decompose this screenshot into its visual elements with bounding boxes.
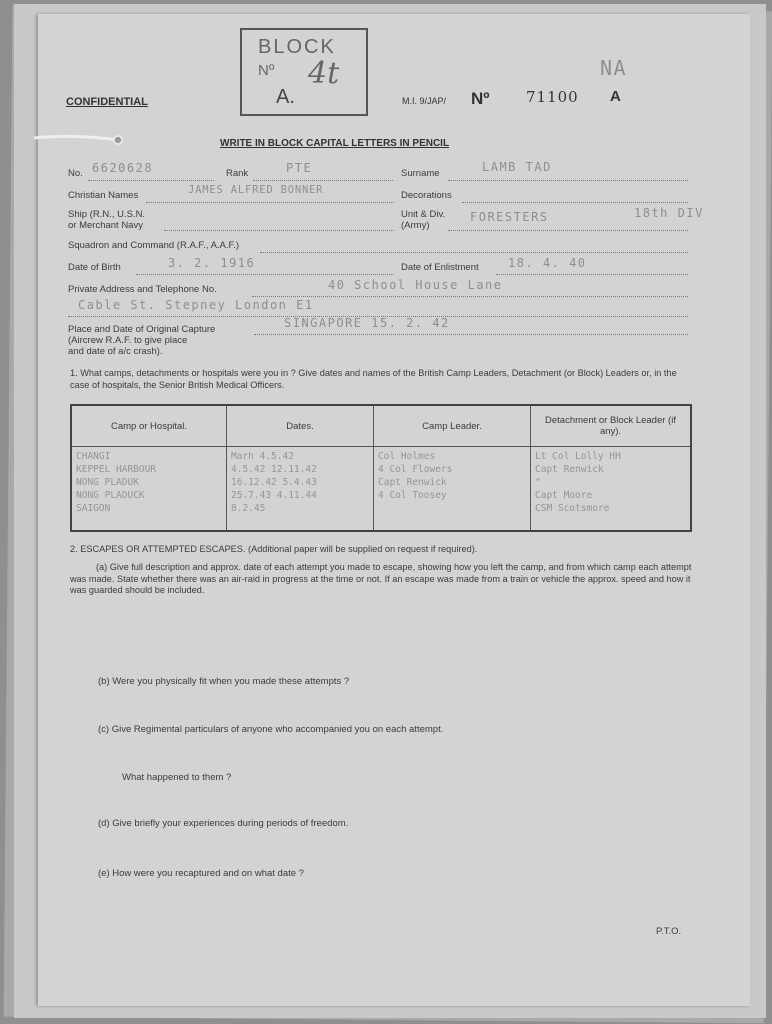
header-camp-leader: Camp Leader. <box>374 405 531 447</box>
capture-value: SINGAPORE 15. 2. 42 <box>284 316 450 330</box>
stamp-no-text: Nº <box>258 62 275 79</box>
table-header-row <box>71 405 691 447</box>
address-label: Private Address and Telephone No. <box>68 284 217 295</box>
no-label: No. <box>68 168 83 179</box>
enlistment-value: 18. 4. 40 <box>508 256 587 270</box>
questionnaire-sheet <box>38 14 750 1006</box>
surname-label: Surname <box>401 168 440 179</box>
unit-value: FORESTERS <box>470 210 549 224</box>
block-stamp <box>240 28 368 116</box>
surname-value: LAMB TAD <box>482 160 552 174</box>
detachment-leader-entry: Capt Renwick <box>535 464 604 475</box>
camp-entry: KEPPEL HARBOUR <box>76 464 157 475</box>
unit-label-line2: (Army) <box>401 220 430 231</box>
question-2-heading: 2. ESCAPES OR ATTEMPTED ESCAPES. (Additional paper will be supplied on request if required). <box>70 544 478 554</box>
camp-leader-entry: 4 Col Flowers <box>378 464 453 475</box>
camp-leader-entry: 4 Col Toosey <box>378 490 447 501</box>
camp-entry: CHANGI <box>76 451 111 462</box>
christian-names-label: Christian Names <box>68 190 139 201</box>
ship-label-line1: Ship (R.N., U.S.N. <box>68 209 146 220</box>
handwritten-annotation: NA <box>600 56 628 80</box>
detachment-leader-cell <box>531 447 692 532</box>
reference-suffix: A <box>610 88 621 105</box>
division-value: 18th DIV <box>634 206 704 220</box>
date-entry: 4.5.42 12.11.42 <box>231 464 317 475</box>
table-row <box>71 447 691 532</box>
question-2d: (d) Give briefly your experiences during periods of freedom. <box>98 818 349 829</box>
camp-entry: NONG PLADUK <box>76 477 139 488</box>
question-2a: (a) Give full description and approx. date of each attempt you made to escape, showing how you left the camp, and from which camp each attempt was made. State whether there was an air-raid in progress at the time or not. If an escape was made from a train or vehicle the approx. speed and how it was guarded should be included. <box>70 562 692 595</box>
confidential-heading: CONFIDENTIAL <box>66 96 148 108</box>
reference-number: 71100 <box>526 88 579 106</box>
dob-label: Date of Birth <box>68 262 121 273</box>
header-dates: Dates. <box>227 405 374 447</box>
detachment-leader-entry: Lt Col Lolly HH <box>535 451 621 462</box>
camp-cell <box>71 447 227 532</box>
camp-leader-cell <box>374 447 531 532</box>
ship-label-line2: or Merchant Navy <box>68 220 143 231</box>
header-camp: Camp or Hospital. <box>71 405 227 447</box>
camp-leader-entry: Col Holmes <box>378 451 436 462</box>
please-turn-over: P.T.O. <box>656 926 682 937</box>
reference-no-label: Nº <box>471 89 490 108</box>
reference-prefix: M.I. 9/JAP/ <box>402 96 447 106</box>
instruction-heading: WRITE IN BLOCK CAPITAL LETTERS IN PENCIL <box>220 138 450 149</box>
date-entry: 16.12.42 5.4.43 <box>231 477 317 488</box>
detachment-leader-entry: CSM Scotsmore <box>535 503 610 514</box>
capture-label-line1: Place and Date of Original Capture <box>68 324 216 335</box>
treasury-tag-string <box>34 128 154 148</box>
camp-entry: SAIGON <box>76 503 111 514</box>
detachment-leader-entry: " <box>535 477 541 488</box>
address-value-line1: 40 School House Lane <box>328 278 503 292</box>
rank-label: Rank <box>226 168 249 179</box>
capture-label-line2: (Aircrew R.A.F. to give place <box>68 335 188 346</box>
no-value: 6620628 <box>92 161 154 175</box>
decorations-label: Decorations <box>401 190 452 201</box>
detachment-leader-entry: Capt Moore <box>535 490 593 501</box>
date-entry: 25.7.43 4.11.44 <box>231 490 317 501</box>
date-entry: 8.2.45 <box>231 503 266 514</box>
date-entry: Marh 4.5.42 <box>231 451 294 462</box>
dob-value: 3. 2. 1916 <box>168 256 256 270</box>
christian-names-value: JAMES ALFRED BONNER <box>188 184 324 196</box>
camp-leader-entry: Capt Renwick <box>378 477 447 488</box>
question-2b: (b) Were you physically fit when you made these attempts ? <box>98 676 350 687</box>
question-2e: (e) How were you recaptured and on what date ? <box>98 868 304 879</box>
unit-label-line1: Unit & Div. <box>401 209 446 220</box>
question-2c: (c) Give Regimental particulars of anyone who accompanied you on each attempt. <box>98 724 444 735</box>
stamp-block-text: BLOCK <box>258 36 336 58</box>
rank-value: PTE <box>286 161 313 175</box>
capture-label-line3: and date of a/c crash). <box>68 346 163 357</box>
question-2c-followup: What happened to them ? <box>122 772 232 783</box>
address-value-line2: Cable St. Stepney London E1 <box>78 298 314 312</box>
header-detachment-leader: Detachment or Block Leader (if any). <box>531 405 692 447</box>
stamp-handwritten-number: 4t <box>308 56 340 91</box>
camps-table <box>70 404 692 532</box>
stamp-letter: A. <box>276 86 295 108</box>
enlistment-label: Date of Enlistment <box>401 262 479 273</box>
camp-entry: NONG PLADUCK <box>76 490 145 501</box>
squadron-label: Squadron and Command (R.A.F., A.A.F.) <box>68 240 240 251</box>
question-1: 1. What camps, detachments or hospitals were you in ? Give dates and names of the British Camp Leaders, Detachment (or Block) Leaders or, in the case of hospitals, the Senior British Medical Officers. <box>70 368 677 390</box>
dates-cell <box>227 447 374 532</box>
